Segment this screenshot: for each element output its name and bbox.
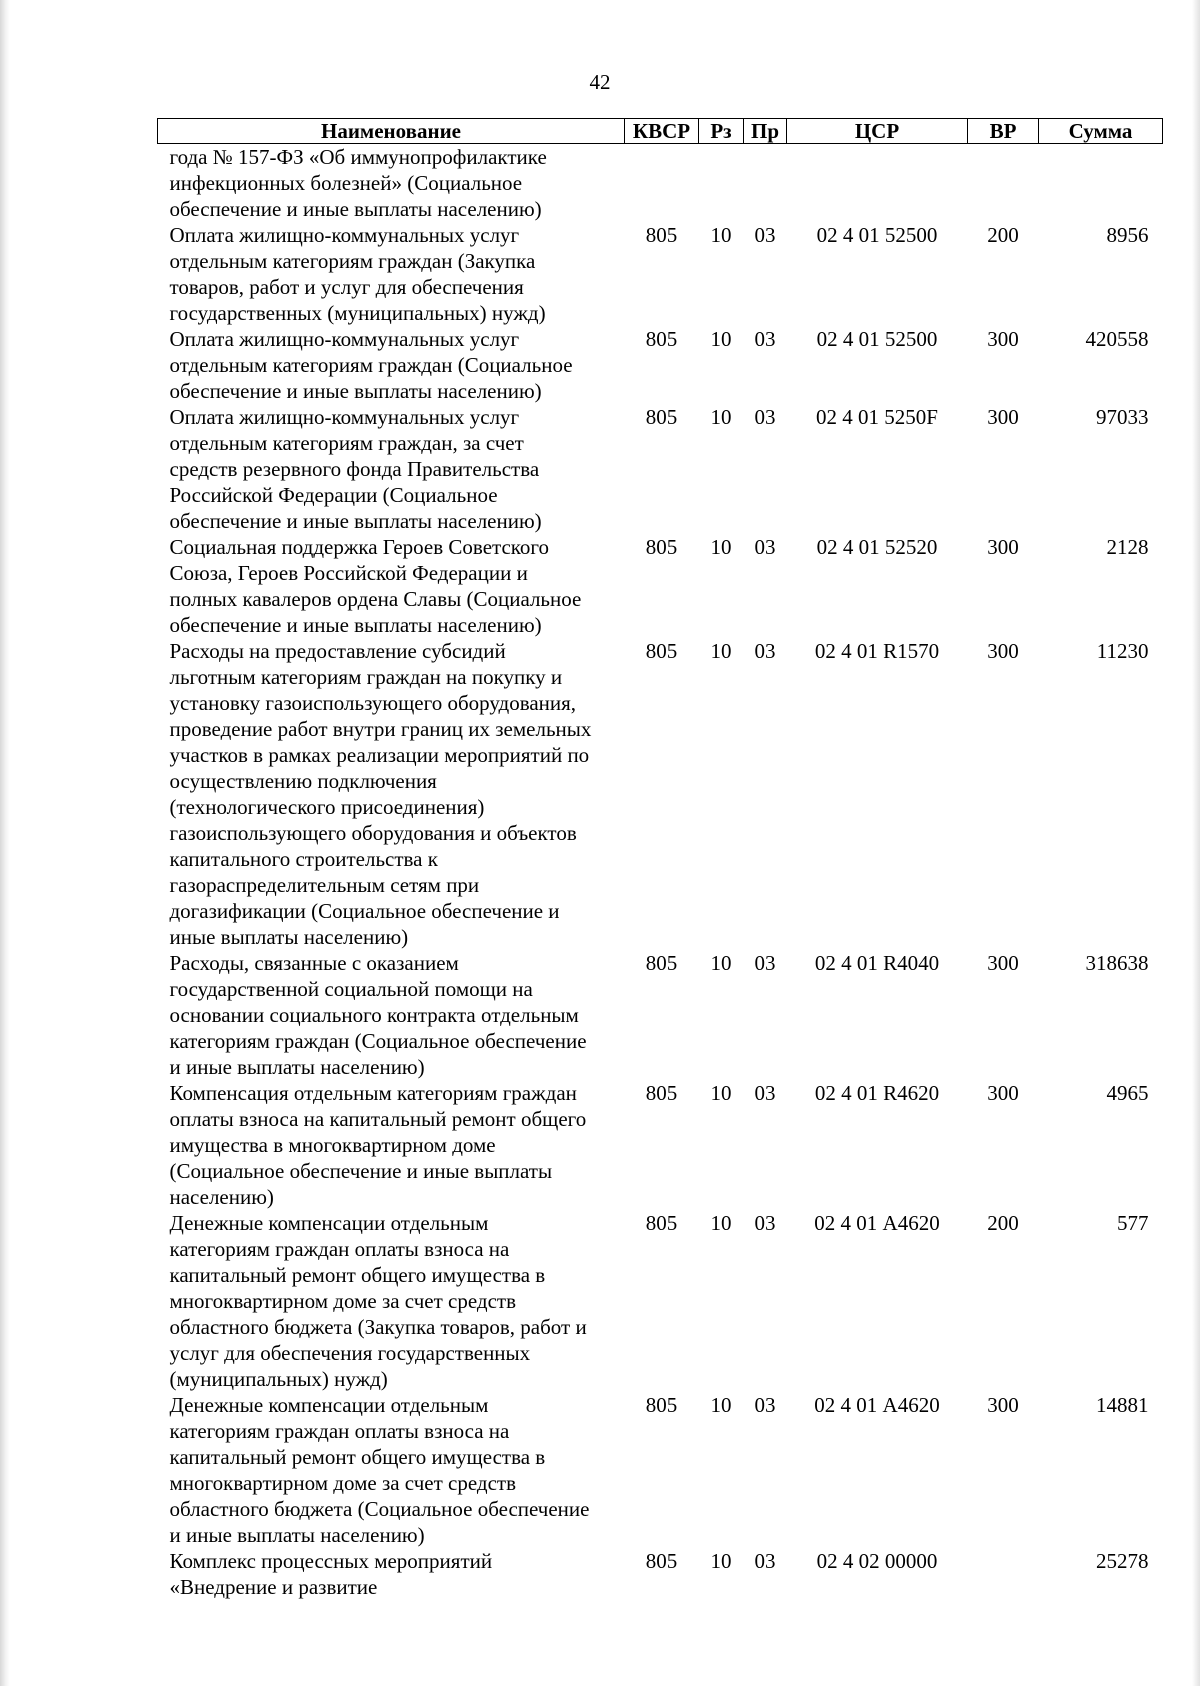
table-row <box>158 326 1163 404</box>
cell-name-line: полных кавалеров ордена Славы (Социальное <box>169 587 582 611</box>
cell-sum: 577 <box>1117 1211 1149 1235</box>
cell-kvsr: 805 <box>645 535 678 559</box>
cell-csr: 02 4 01 А4620 <box>814 1211 940 1235</box>
cell-csr: 02 4 02 00000 <box>816 1549 938 1573</box>
cell-name-line: услуг для обеспечения государственных <box>169 1341 531 1365</box>
cell-name-line: оплаты взноса на капитальный ремонт общего <box>169 1107 587 1131</box>
cell-sum: 97033 <box>1096 405 1149 429</box>
header-vr: ВР <box>968 119 1039 144</box>
cell-name-line: многоквартирном доме за счет средств <box>169 1471 516 1495</box>
cell-name-line: капитальный ремонт общего имущества в <box>169 1445 546 1469</box>
cell-pr: 03 <box>754 1081 776 1105</box>
cell-name-line: отдельным категориям граждан, за счет <box>169 431 524 455</box>
cell-sum: 318638 <box>1085 951 1149 975</box>
cell-name-line: Российской Федерации (Социальное <box>169 483 498 507</box>
cell-rz: 10 <box>710 1211 732 1235</box>
cell-csr: 02 4 01 R1570 <box>814 639 940 663</box>
cell-name <box>158 1080 625 1210</box>
cell-name-line: государственной социальной помощи на <box>169 977 533 1001</box>
cell-name <box>158 404 625 534</box>
cell-vr: 300 <box>987 1081 1019 1105</box>
budget-table <box>157 118 1163 1600</box>
cell-kvsr: 805 <box>645 405 678 429</box>
cell-name-line: Оплата жилищно-коммунальных услуг <box>169 223 520 247</box>
cell-name-line: (муниципальных) нужд) <box>169 1367 388 1391</box>
table-row <box>158 1548 1163 1600</box>
cell-pr: 03 <box>754 327 776 351</box>
cell-name <box>158 638 625 950</box>
cell-kvsr <box>625 144 699 223</box>
table-body <box>158 144 1163 1601</box>
header-kvsr: КВСР <box>625 119 699 144</box>
cell-vr: 300 <box>987 639 1019 663</box>
cell-name-line: отдельным категориям граждан (Закупка <box>169 249 536 273</box>
cell-sum: 2128 <box>1106 535 1149 559</box>
table-row <box>158 404 1163 534</box>
table-row <box>158 534 1163 638</box>
cell-name-line: товаров, работ и услуг для обеспечения <box>169 275 524 299</box>
cell-name-line: и иные выплаты населению) <box>169 1055 425 1079</box>
cell-kvsr: 805 <box>645 951 678 975</box>
cell-pr: 03 <box>754 1549 776 1573</box>
cell-name <box>158 222 625 326</box>
cell-rz: 10 <box>710 405 732 429</box>
cell-csr <box>787 144 968 223</box>
cell-vr <box>968 1548 1039 1600</box>
cell-name-line: проведение работ внутри границ их земельных <box>169 717 592 741</box>
cell-kvsr: 805 <box>645 327 678 351</box>
cell-pr: 03 <box>754 1211 776 1235</box>
cell-name-line: обеспечение и иные выплаты населению) <box>169 509 542 533</box>
cell-sum <box>1039 144 1163 223</box>
cell-pr: 03 <box>754 535 776 559</box>
cell-name-line: догазификации (Социальное обеспечение и <box>169 899 560 923</box>
cell-name-line: Компенсация отдельным категориям граждан <box>169 1081 577 1105</box>
table-row <box>158 1392 1163 1548</box>
cell-rz: 10 <box>710 639 732 663</box>
cell-name <box>158 950 625 1080</box>
cell-name-line: капитальный ремонт общего имущества в <box>169 1263 546 1287</box>
cell-name-line: осуществлению подключения <box>169 769 437 793</box>
cell-name <box>158 326 625 404</box>
cell-pr: 03 <box>754 1393 776 1417</box>
cell-name-line: года № 157-ФЗ «Об иммунопрофилактике <box>169 145 547 169</box>
cell-pr: 03 <box>754 951 776 975</box>
cell-sum: 14881 <box>1096 1393 1149 1417</box>
cell-vr: 300 <box>987 535 1019 559</box>
cell-sum: 25278 <box>1096 1549 1149 1573</box>
cell-vr: 300 <box>987 327 1019 351</box>
cell-rz: 10 <box>710 1549 732 1573</box>
cell-sum: 11230 <box>1096 639 1149 663</box>
table-row <box>158 950 1163 1080</box>
cell-name-line: Оплата жилищно-коммунальных услуг <box>169 327 520 351</box>
cell-rz: 10 <box>710 1393 732 1417</box>
cell-vr: 300 <box>987 405 1019 429</box>
cell-name-line: Денежные компенсации отдельным <box>169 1211 489 1235</box>
cell-sum: 4965 <box>1106 1081 1149 1105</box>
cell-name <box>158 1392 625 1548</box>
cell-name-line: «Внедрение и развитие <box>169 1575 378 1599</box>
cell-csr: 02 4 01 52500 <box>816 327 938 351</box>
cell-csr: 02 4 01 52520 <box>816 535 938 559</box>
cell-name-line: обеспечение и иные выплаты населению) <box>169 379 542 403</box>
cell-rz: 10 <box>710 951 732 975</box>
cell-name-line: Денежные компенсации отдельным <box>169 1393 489 1417</box>
table-row <box>158 638 1163 950</box>
cell-vr: 300 <box>987 951 1019 975</box>
table-row <box>158 222 1163 326</box>
cell-name-line: Комплекс процессных мероприятий <box>169 1549 493 1573</box>
cell-pr: 03 <box>754 223 776 247</box>
scan-edge-left <box>0 0 10 1686</box>
cell-csr: 02 4 01 52500 <box>816 223 938 247</box>
cell-name-line: основании социального контракта отдельным <box>169 1003 579 1027</box>
cell-vr: 300 <box>987 1393 1019 1417</box>
cell-name-line: Социальная поддержка Героев Советского <box>169 535 550 559</box>
cell-kvsr: 805 <box>645 1393 678 1417</box>
cell-name-line: категориям граждан оплаты взноса на <box>169 1237 510 1261</box>
cell-name-line: газораспределительным сетям при <box>169 873 480 897</box>
cell-kvsr: 805 <box>645 639 678 663</box>
cell-name-line: Расходы, связанные с оказанием <box>169 951 459 975</box>
header-pr: Пр <box>744 119 787 144</box>
cell-vr: 200 <box>987 223 1019 247</box>
cell-pr <box>744 144 787 223</box>
cell-csr: 02 4 01 R4620 <box>814 1081 940 1105</box>
table-header <box>158 119 1163 144</box>
cell-name-line: Союза, Героев Российской Федерации и <box>169 561 528 585</box>
cell-kvsr: 805 <box>645 1081 678 1105</box>
cell-name-line: (технологического присоединения) <box>169 795 485 819</box>
cell-sum: 8956 <box>1106 223 1149 247</box>
scan-edge-right <box>1192 0 1200 1686</box>
cell-name-line: отдельным категориям граждан (Социальное <box>169 353 573 377</box>
cell-name-line: обеспечение и иные выплаты населению) <box>169 613 542 637</box>
cell-name-line: многоквартирном доме за счет средств <box>169 1289 516 1313</box>
cell-kvsr: 805 <box>645 1211 678 1235</box>
cell-name-line: льготным категориям граждан на покупку и <box>169 665 563 689</box>
cell-rz <box>699 144 744 223</box>
cell-csr: 02 4 01 R4040 <box>814 951 940 975</box>
cell-name-line: Оплата жилищно-коммунальных услуг <box>169 405 520 429</box>
cell-name-line: средств резервного фонда Правительства <box>169 457 540 481</box>
cell-name-line: иные выплаты населению) <box>169 925 409 949</box>
cell-name-line: инфекционных болезней» (Социальное <box>169 171 523 195</box>
cell-rz: 10 <box>710 223 732 247</box>
cell-name-line: имущества в многоквартирном доме <box>169 1133 496 1157</box>
header-name: Наименование <box>158 119 625 144</box>
cell-name <box>158 1548 625 1600</box>
cell-kvsr: 805 <box>645 1549 678 1573</box>
cell-pr: 03 <box>754 639 776 663</box>
table-row <box>158 144 1163 223</box>
cell-name-line: категориям граждан (Социальное обеспечение <box>169 1029 587 1053</box>
cell-name <box>158 1210 625 1392</box>
cell-kvsr: 805 <box>645 223 678 247</box>
cell-csr: 02 4 01 А4620 <box>814 1393 940 1417</box>
cell-rz: 10 <box>710 327 732 351</box>
cell-name-line: обеспечение и иные выплаты населению) <box>169 197 542 221</box>
cell-sum: 420558 <box>1085 327 1149 351</box>
cell-name-line: участков в рамках реализации мероприятий по <box>169 743 590 767</box>
cell-name-line: категориям граждан оплаты взноса на <box>169 1419 510 1443</box>
table-row <box>158 1210 1163 1392</box>
cell-rz: 10 <box>710 1081 732 1105</box>
cell-name-line: областного бюджета (Закупка товаров, работ и <box>169 1315 587 1339</box>
cell-name-line: государственных (муниципальных) нужд) <box>169 301 546 325</box>
cell-vr <box>968 144 1039 223</box>
cell-name-line: Расходы на предоставление субсидий <box>169 639 506 663</box>
cell-name <box>158 144 625 223</box>
cell-vr: 200 <box>987 1211 1019 1235</box>
cell-name-line: газоиспользующего оборудования и объектов <box>169 821 577 845</box>
cell-name-line: установку газоиспользующего оборудования, <box>169 691 577 715</box>
page-number: 42 <box>589 70 611 94</box>
cell-rz: 10 <box>710 535 732 559</box>
cell-name-line: населению) <box>169 1185 274 1209</box>
cell-name-line: и иные выплаты населению) <box>169 1523 425 1547</box>
cell-pr: 03 <box>754 405 776 429</box>
cell-name-line: областного бюджета (Социальное обеспечение <box>169 1497 590 1521</box>
cell-name-line: капитального строительства к <box>169 847 438 871</box>
header-rz: Рз <box>699 119 744 144</box>
header-csr: ЦСР <box>787 119 968 144</box>
cell-csr: 02 4 01 5250F <box>816 405 938 429</box>
header-sum: Сумма <box>1039 119 1163 144</box>
table-row <box>158 1080 1163 1210</box>
cell-name-line: (Социальное обеспечение и иные выплаты <box>169 1159 553 1183</box>
cell-name <box>158 534 625 638</box>
